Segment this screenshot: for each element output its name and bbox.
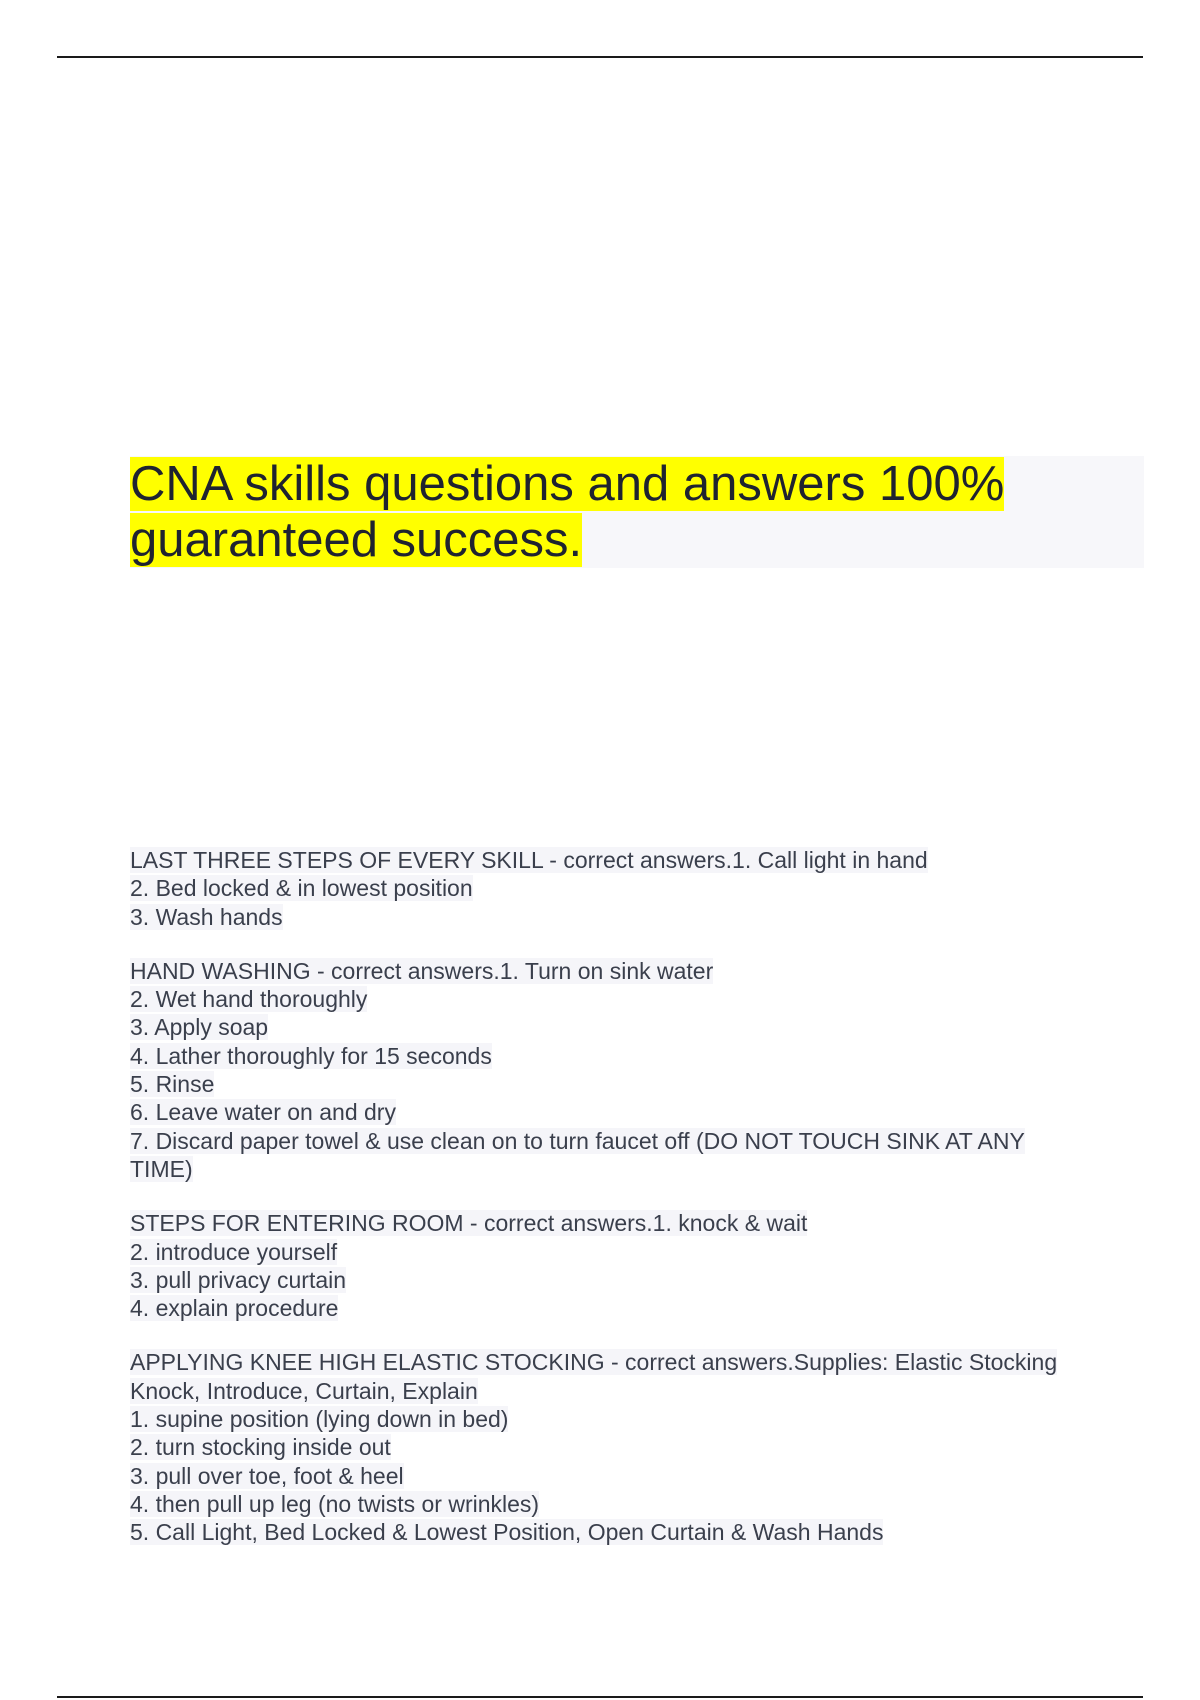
section-line: 3. pull privacy curtain bbox=[130, 1266, 347, 1293]
section-line: 2. Wet hand thoroughly bbox=[130, 986, 368, 1013]
section-line: LAST THREE STEPS OF EVERY SKILL - correct answers.1. Call light in hand bbox=[130, 847, 928, 873]
section-line: 7. Discard paper towel & use clean on to turn faucet off (DO NOT TOUCH SINK AT ANY bbox=[130, 1127, 1025, 1154]
section-line: TIME) bbox=[130, 1155, 193, 1182]
section-line: Knock, Introduce, Curtain, Explain bbox=[130, 1377, 478, 1404]
section-line: 5. Rinse bbox=[130, 1071, 215, 1098]
section-hand-washing bbox=[130, 957, 1130, 1183]
section-line: 3. pull over toe, foot & heel bbox=[130, 1462, 404, 1489]
section-line: 2. turn stocking inside out bbox=[130, 1434, 391, 1461]
section-line: APPLYING KNEE HIGH ELASTIC STOCKING - correct answers.Supplies: Elastic Stocking bbox=[130, 1349, 1058, 1376]
section-elastic-stocking bbox=[130, 1348, 1130, 1546]
section-last-three-steps bbox=[130, 846, 1130, 931]
section-line: 1. supine position (lying down in bed) bbox=[130, 1406, 509, 1433]
section-line: 3. Wash hands bbox=[130, 903, 283, 930]
section-line: 4. explain procedure bbox=[130, 1295, 339, 1322]
section-line: 4. Lather thoroughly for 15 seconds bbox=[130, 1042, 492, 1069]
section-line: 2. introduce yourself bbox=[130, 1238, 338, 1265]
document-title bbox=[130, 456, 1144, 568]
section-line: STEPS FOR ENTERING ROOM - correct answers.1. knock & wait bbox=[130, 1210, 808, 1237]
document-body bbox=[130, 846, 1130, 1573]
top-rule bbox=[57, 56, 1143, 58]
section-line: 5. Call Light, Bed Locked & Lowest Position, Open Curtain & Wash Hands bbox=[130, 1519, 884, 1546]
section-line: HAND WASHING - correct answers.1. Turn on sink water bbox=[130, 957, 714, 984]
bottom-rule bbox=[57, 1696, 1143, 1698]
section-line: 6. Leave water on and dry bbox=[130, 1099, 396, 1126]
title-line-2: guaranteed success. bbox=[130, 513, 583, 567]
section-line: 3. Apply soap bbox=[130, 1014, 269, 1041]
section-line: 2. Bed locked & in lowest position bbox=[130, 875, 473, 902]
section-line: 4. then pull up leg (no twists or wrinkles) bbox=[130, 1490, 540, 1517]
title-line-1: CNA skills questions and answers 100% bbox=[130, 457, 1005, 511]
section-entering-room bbox=[130, 1209, 1130, 1322]
